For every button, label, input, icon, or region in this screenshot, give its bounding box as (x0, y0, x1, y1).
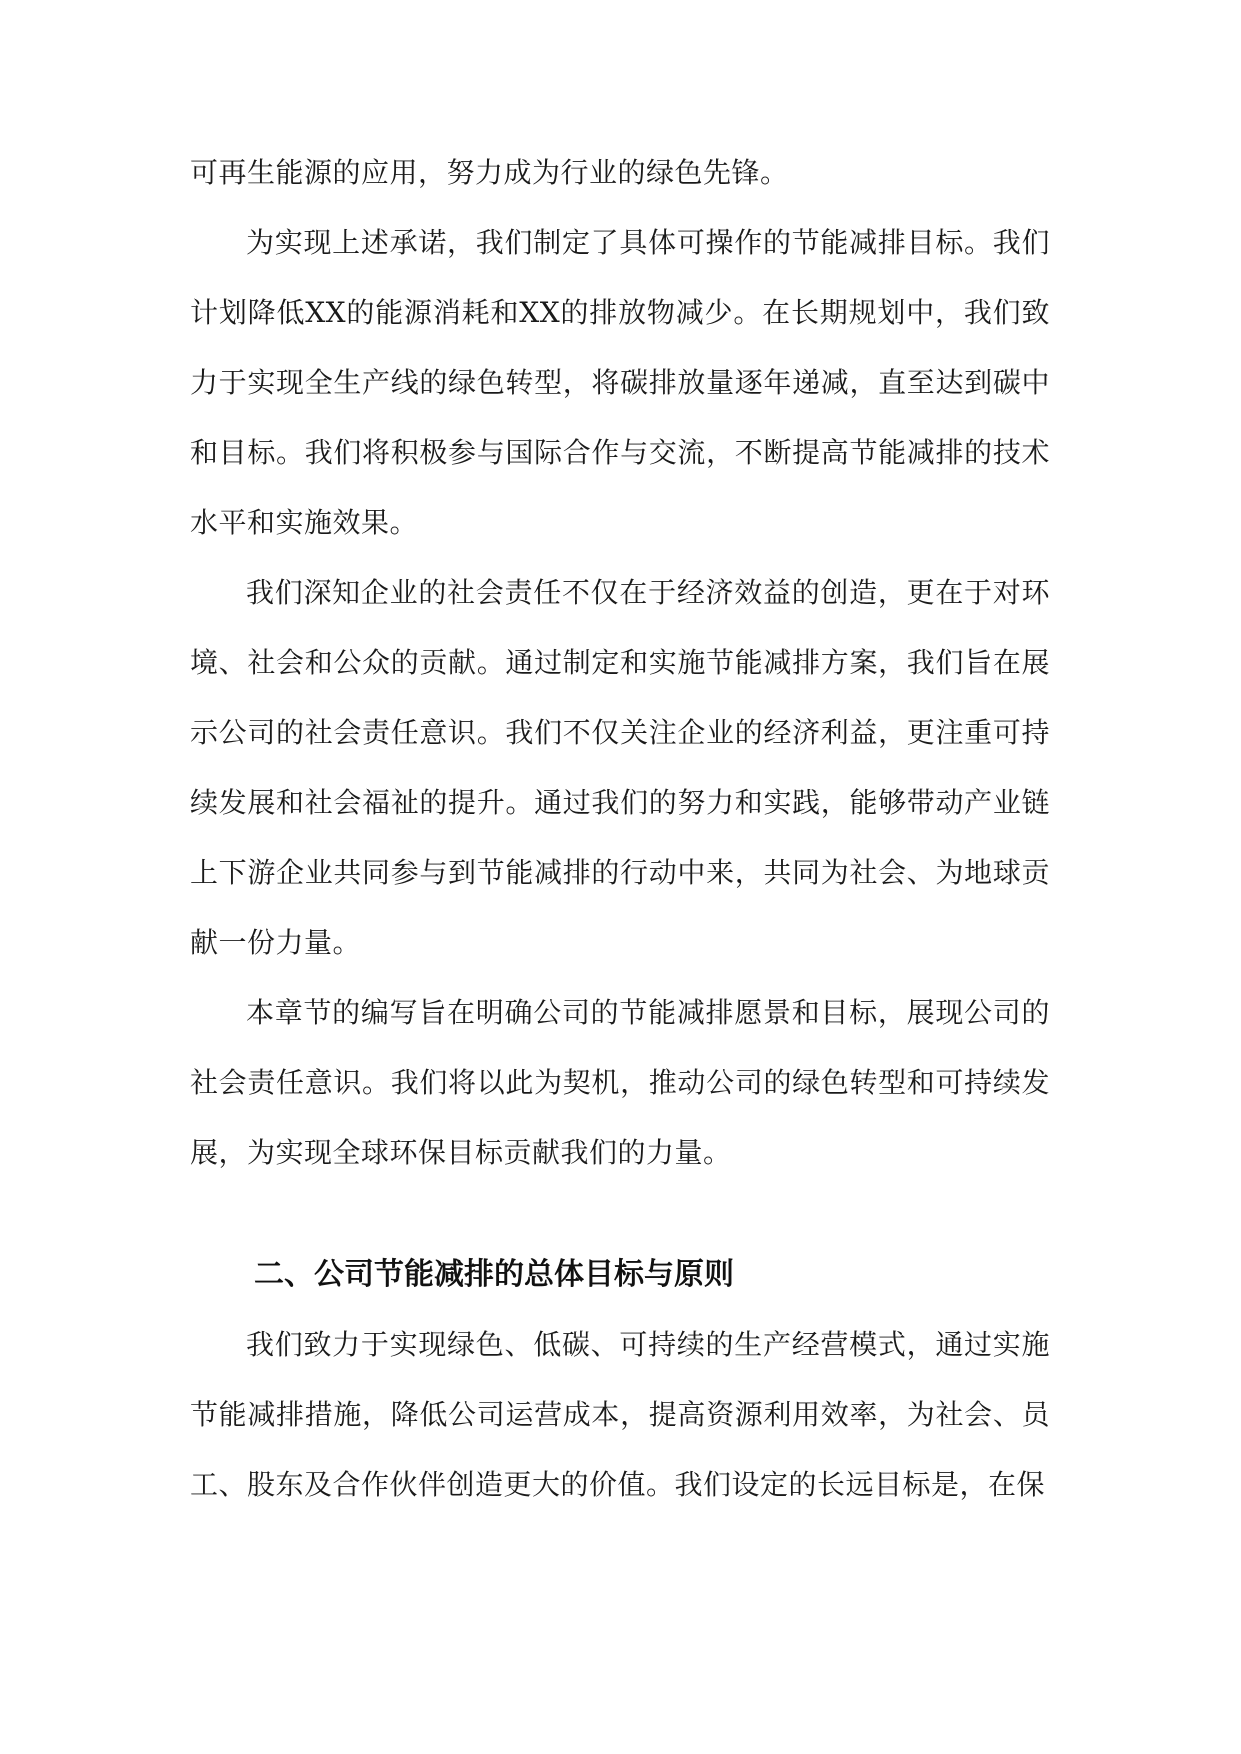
paragraph-continuation: 可再生能源的应用，努力成为行业的绿色先锋。 (190, 156, 789, 189)
section-heading: 二、公司节能减排的总体目标与原则 (254, 1257, 734, 1292)
paragraph-chapter-purpose: 本章节的编写旨在明确公司的节能减排愿景和目标，展现公司的社会责任意识。我们将以此为契机，推动公司的绿色转型和可持续发展，为实现全球环保目标贡献我们的力量。 (190, 996, 1050, 1169)
paragraph-targets: 为实现上述承诺，我们制定了具体可操作的节能减排目标。我们计划降低XX的能源消耗和XX的排放物减少。在长期规划中，我们致力于实现全生产线的绿色转型，将碳排放量逐年递减，直至达到碳中和目标。我们将积极参与国际合作与交流，不断提高节能减排的技术水平和实施效果。 (190, 226, 1050, 539)
document-body (190, 138, 1050, 1520)
paragraph-overall-goal: 我们致力于实现绿色、低碳、可持续的生产经营模式，通过实施节能减排措施，降低公司运营成本，提高资源利用效率，为社会、员工、股东及合作伙伴创造更大的价值。我们设定的长远目标是，在保 (190, 1328, 1050, 1501)
paragraph-social-responsibility: 我们深知企业的社会责任不仅在于经济效益的创造，更在于对环境、社会和公众的贡献。通过制定和实施节能减排方案，我们旨在展示公司的社会责任意识。我们不仅关注企业的经济利益，更注重可持续发展和社会福祉的提升。通过我们的努力和实践，能够带动产业链上下游企业共同参与到节能减排的行动中来，共同为社会、为地球贡献一份力量。 (190, 576, 1050, 959)
